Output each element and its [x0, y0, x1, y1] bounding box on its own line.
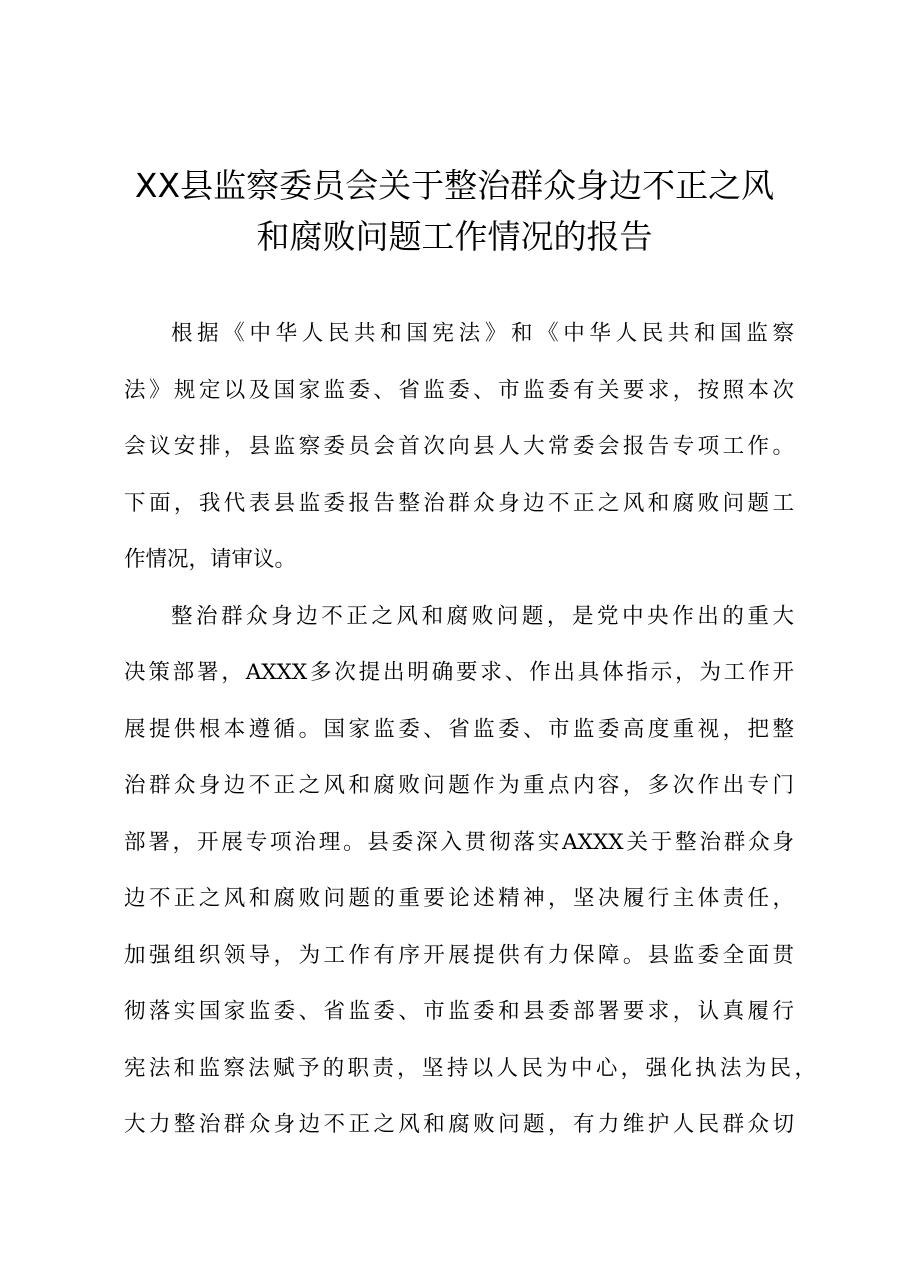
title-line-2: 和腐败问题工作情况的报告 [256, 217, 653, 256]
paragraph-2 [124, 589, 816, 1154]
paragraph-line: 治群众身边不正之风和腐败问题作为重点内容，多次作出专门 [124, 773, 794, 798]
paragraph-line: 展提供根本遵循。国家监委、省监委、市监委高度重视，把整 [124, 716, 794, 742]
document-body [124, 306, 816, 1154]
paragraph-line: 部署，开展专项治理。县委深入贯彻落实AXXX关于整治群众身 [124, 829, 794, 855]
paragraph-line: 宪法和监察法赋予的职责，坚持以人民为中心，强化执法为民， [124, 1055, 816, 1081]
paragraph-line: 法》规定以及国家监委、省监委、市监委有关要求，按照本次 [124, 377, 794, 403]
paragraph-line: 整治群众身边不正之风和腐败问题，是党中央作出的重大 [171, 603, 794, 629]
paragraph-line: 决策部署，AXXX多次提出明确要求、作出具体指示，为工作开 [124, 660, 794, 685]
paragraph-line: 加强组织领导，为工作有序开展提供有力保障。县监委全面贯 [124, 942, 794, 968]
document-title [90, 160, 819, 262]
paragraph-line: 大力整治群众身边不正之风和腐败问题，有力维护人民群众切 [124, 1112, 794, 1137]
paragraph-line: 彻落实国家监委、省监委、市监委和县委部署要求，认真履行 [124, 999, 794, 1024]
paragraph-line: 根据《中华人民共和国宪法》和《中华人民共和国监察 [171, 321, 794, 346]
title-line-1: XX县监察委员会关于整治群众身边不正之风 [134, 166, 775, 205]
paragraph-1 [124, 306, 794, 589]
paragraph-line: 边不正之风和腐败问题的重要论述精神，坚决履行主体责任， [124, 886, 794, 911]
paragraph-line: 下面，我代表县监委报告整治群众身边不正之风和腐败问题工 [124, 490, 794, 516]
paragraph-line: 作情况，请审议。 [124, 547, 297, 572]
paragraph-line: 会议安排，县监察委员会首次向县人大常委会报告专项工作。 [124, 434, 794, 459]
